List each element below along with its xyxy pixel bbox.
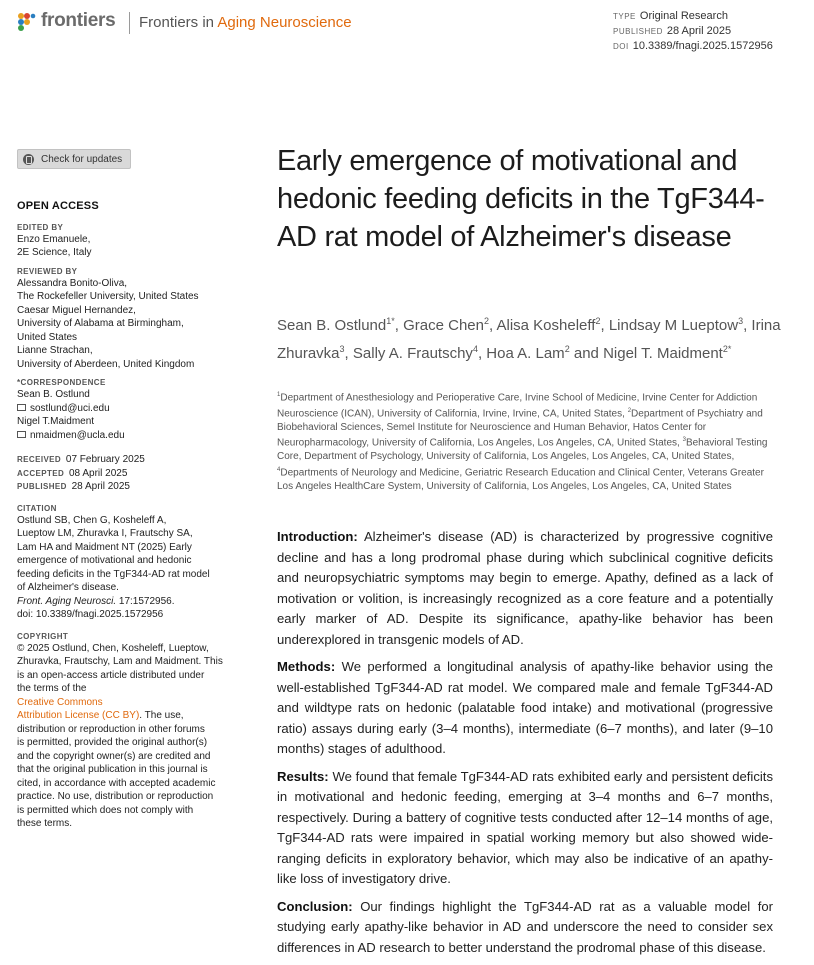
author-affiliation-mark: 3: [738, 316, 744, 326]
author-name[interactable]: Grace Chen$^2$: [403, 316, 489, 334]
abstract-section: [277, 527, 773, 650]
affiliation-mark: 2: [627, 407, 632, 414]
copyright-line: that the original publication in this journal is: [17, 764, 208, 775]
citation-line: Lueptow LM, Zhuravka I, Frautschy SA,: [17, 528, 193, 539]
email-link[interactable]: [17, 429, 252, 443]
meta-doi-value[interactable]: 10.3389/fnagi.2025.1572956: [632, 40, 773, 52]
correspondence-label: *CORRESPONDENCE: [17, 378, 106, 387]
license-line: [17, 709, 252, 723]
frontiers-logo-icon: [17, 12, 36, 31]
journal-title: Aging Neuroscience: [217, 14, 352, 31]
email-text: sostlund@uci.edu: [30, 402, 110, 414]
article-meta: [613, 9, 773, 54]
reviewer-line: University of Aberdeen, United Kingdom: [17, 358, 195, 370]
abstract-section: [277, 767, 773, 890]
citation-volume: 17:1572956.: [116, 595, 175, 607]
copyright-line: distribution or reproduction in other forums: [17, 723, 205, 735]
published-date: [17, 480, 252, 494]
affiliation-text: Department of Psychiatry and Biobehavioral Sciences, Semel Institute for Neuroscience and Human Behavior, Hatos Center for Neuropharmacology, University of California, Los Angeles, Los Angeles, CA, United States,: [277, 408, 763, 449]
license-link[interactable]: Creative Commons: [17, 696, 103, 708]
author-affiliation-mark: 2: [483, 316, 489, 326]
meta-published-value: 28 April 2025: [666, 25, 732, 37]
meta-doi-row: [613, 39, 773, 54]
author-separator: ,: [477, 344, 487, 362]
citation-journal-line: [17, 595, 252, 609]
meta-type-value: Original Research: [639, 10, 728, 22]
author-affiliation-mark: 2: [595, 316, 601, 326]
copyright-label: COPYRIGHT: [17, 631, 69, 641]
brand-name: frontiers: [41, 10, 116, 31]
abstract-text: Our findings highlight the TgF344-AD rat as a valuable model for studying early apathy-like behavior in AD and underscore the need to consider sex differences in AD research to better understand the prodromal phase of this disease.: [277, 898, 773, 955]
copyright-line: is permitted, provided the original author(s): [17, 737, 208, 748]
citation-line: feeding deficits in the TgF344-AD rat model: [17, 568, 210, 580]
author-separator: and: [569, 344, 604, 362]
meta-published-row: [613, 24, 773, 39]
meta-type-label: TYPE: [613, 12, 636, 21]
author-name[interactable]: Lindsay M Lueptow$^3$: [608, 316, 744, 334]
abstract-text: We performed a longitudinal analysis of apathy-like behavior using the well-established TgF344-AD rat model. We compared male and female TgF344-AD and wildtype rats on hedonic (palatable food intake) and motivational (progressive ratio) assays during early (3–4 months), intermediate (6–7 months), and later (9–10 months) stages of adulthood.: [277, 659, 773, 756]
author-separator: ,: [394, 317, 404, 334]
author-name[interactable]: Alisa Kosheleff$^2$: [496, 316, 601, 334]
header-divider: [129, 12, 130, 34]
copyright-line: is permitted which does not comply with: [17, 804, 194, 816]
editor-line: Enzo Emanuele,: [17, 233, 91, 245]
abstract-heading: Introduction:: [277, 529, 358, 544]
edited-by-list: [17, 233, 252, 260]
license-link[interactable]: Attribution License (CC BY): [17, 710, 140, 721]
affiliation-mark: 3: [682, 437, 686, 444]
citation-doi: doi: 10.3389/fnagi.2025.1572956: [17, 609, 164, 620]
received-value: 07 February 2025: [65, 454, 145, 465]
author-name[interactable]: Nigel T. Maidment$^{2*}$: [603, 343, 732, 362]
correspondent-name: Nigel T.Maidment: [17, 416, 95, 427]
abstract-section: [277, 657, 773, 760]
affiliation-text: Behavioral Testing Core, Department of Psychology, University of California, Los Angeles, Los Angeles, CA, United States,: [277, 437, 768, 463]
abstract-heading: Methods:: [277, 659, 336, 674]
reviewer-line: The Rockefeller University, United States: [17, 291, 199, 302]
citation-text: [17, 514, 252, 595]
edited-by-label: EDITED BY: [17, 222, 64, 232]
check-for-updates-label: Check for updates: [41, 153, 123, 165]
abstract-heading: Conclusion:: [277, 898, 353, 914]
citation-line: Lam HA and Maidment NT (2025) Early: [17, 541, 192, 553]
meta-doi-label: DOI: [613, 42, 629, 51]
author-separator: ,: [488, 317, 497, 334]
correspondent-name: Sean B. Ostlund: [17, 389, 90, 400]
citation-label: CITATION: [17, 503, 57, 513]
author-name[interactable]: Sally A. Frautschy$^4$: [352, 343, 478, 362]
copyright-line: the terms of the: [17, 683, 87, 694]
affiliation-text: Departments of Neurology and Medicine, Geriatric Research Education and Clinical Center, Veterans Greater Los Angeles HealthCare System, University of California, Los Angeles, Los Angeles, CA, United States: [277, 467, 764, 492]
affiliation-mark: 4: [277, 466, 281, 473]
received-date: [17, 453, 252, 467]
published-label: PUBLISHED: [17, 482, 67, 491]
reviewer-line: United States: [17, 331, 78, 343]
meta-type-row: [613, 9, 773, 24]
article-title: Early emergence of motivational and hedonic feeding deficits in the TgF344-AD rat model of Alzheimer's disease: [277, 145, 765, 253]
author-affiliation-mark: 2: [564, 343, 570, 354]
published-value: 28 April 2025: [71, 481, 130, 492]
check-for-updates-button[interactable]: [17, 149, 131, 169]
reviewer-line: University of Alabama at Birmingham,: [17, 318, 184, 329]
author-separator: ,: [743, 317, 752, 334]
sidebar: [17, 200, 252, 831]
accepted-label: ACCEPTED: [17, 468, 65, 478]
author-affiliation-mark: 4: [472, 343, 478, 354]
copyright-text: [17, 723, 252, 831]
email-text: nmaidmen@ucla.edu: [30, 429, 125, 441]
reviewer-line: Lianne Strachan,: [17, 345, 93, 356]
editor-line: 2E Science, Italy: [17, 247, 92, 258]
journal-name[interactable]: [139, 14, 352, 31]
reviewer-line: Alessandra Bonito-Oliva,: [17, 277, 128, 289]
citation-line: emergence of motivational and hedonic: [17, 555, 192, 566]
author-list: [277, 310, 797, 365]
copyright-line: these terms.: [17, 818, 73, 829]
meta-published-label: PUBLISHED: [613, 27, 663, 36]
author-name[interactable]: Hoa A. Lam$^2$: [486, 343, 570, 362]
bookmark-icon: [23, 154, 34, 165]
author-name[interactable]: Sean B. Ostlund$^{1*}$: [277, 316, 395, 334]
copyright-line: and the copyright owner(s) are credited and: [17, 750, 211, 762]
citation-line: Ostlund SB, Chen G, Kosheleff A,: [17, 514, 167, 526]
frontiers-logo[interactable]: [17, 10, 115, 32]
received-label: RECEIVED: [17, 455, 62, 464]
abstract-section: [277, 897, 773, 959]
copyright-line: Zhuravka, Frautschy, Lam and Maidment. This: [17, 656, 223, 667]
journal-prefix: Frontiers in: [139, 14, 218, 31]
open-access-label: OPEN ACCESS: [17, 200, 99, 212]
author-name[interactable]: Irina Zhuravka$^3$: [277, 317, 781, 362]
copyright-line: is an open-access article distributed under: [17, 669, 205, 681]
reviewer-line: Caesar Miguel Hernandez,: [17, 304, 136, 316]
affiliation-text: Department of Anesthesiology and Perioperative Care, Irvine School of Medicine, Irvine Center for Addiction Neuroscience (ICAN), University of California, Irvine, Irvine, CA, United States,: [277, 392, 758, 420]
abstract: [277, 527, 773, 965]
email-link[interactable]: [17, 402, 252, 416]
abstract-text: We found that female TgF344-AD rats exhibited early and persistent deficits in motivational and hedonic feeding, emerging at 3–4 months and 6–7 months, respectively. During a battery of cognitive tests conducted after 12–14 months of age, TgF344-AD rats were impaired in spatial working memory but also showed wide-ranging deficits in exploratory behavior, which may also be indicative of an apathy-like loss of investigatory drive.: [277, 768, 773, 886]
envelope-icon: [17, 431, 26, 438]
citation-line: of Alzheimer's disease.: [17, 582, 119, 593]
copyright-line: © 2025 Ostlund, Chen, Kosheleff, Lueptow,: [17, 642, 209, 654]
author-separator: ,: [344, 344, 353, 362]
copyright-line: practice. No use, distribution or reproduction: [17, 791, 214, 802]
license-line: [17, 696, 252, 710]
affiliation-mark: 1: [277, 392, 281, 398]
reviewed-by-label: REVIEWED BY: [17, 266, 78, 276]
abstract-text: Alzheimer's disease (AD) is characterized by progressive cognitive decline and has a long prodromal phase during which subclinical cognitive deficits and neuropsychiatric symptoms may begin to emerge. Apathy, defined as a lack of motivation or volition, is increasingly recognized as a core feature and a potentially early marker of AD. Despite its significance, apathy-like behavior has been underexplored in transgenic models of AD.: [277, 529, 773, 647]
citation-journal: Front. Aging Neurosci.: [17, 595, 117, 607]
accepted-value: 08 April 2025: [69, 467, 128, 479]
envelope-icon: [17, 404, 26, 411]
copyright-text: [17, 642, 252, 696]
copyright-after-license: . The use,: [139, 710, 184, 721]
author-affiliation-mark: 1*: [386, 316, 395, 326]
author-affiliation-mark: 2*: [722, 343, 732, 354]
reviewed-by-list: [17, 277, 252, 372]
abstract-heading: Results:: [277, 768, 329, 784]
copyright-line: cited, in accordance with accepted academic: [17, 777, 216, 789]
author-affiliation-mark: 3: [339, 343, 345, 354]
dates-block: [17, 453, 252, 494]
author-separator: ,: [600, 317, 609, 334]
accepted-date: [17, 467, 252, 481]
affiliations: [277, 389, 782, 493]
